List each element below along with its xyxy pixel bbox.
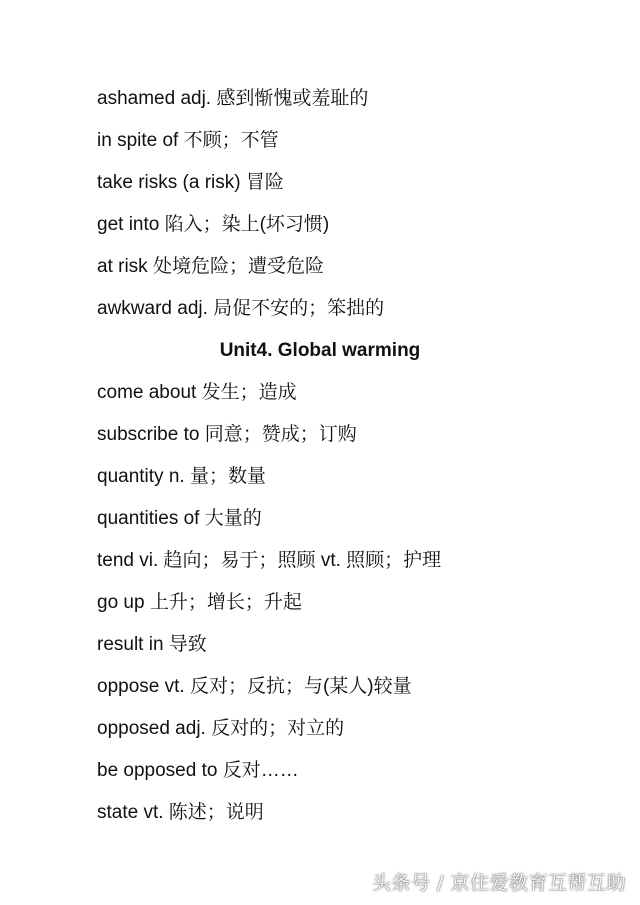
vocab-entry-quantity: quantity n. 量；数量 xyxy=(97,466,266,487)
vocab-entry-awkward: awkward adj. 局促不安的；笨拙的 xyxy=(97,298,385,319)
vocab-entry-go-up: go up 上升；增长；升起 xyxy=(97,592,302,613)
vocab-entry-be-opposed-to: be opposed to 反对…… xyxy=(97,760,299,781)
vocab-entry-get-into: get into 陷入；染上(坏习惯) xyxy=(97,214,330,235)
vocab-entry-in-spite-of: in spite of 不顾；不管 xyxy=(97,130,279,151)
vocab-entry-ashamed: ashamed adj. 感到惭愧或羞耻的 xyxy=(97,88,369,109)
watermark-text: 头条号 / 京住爱教育互帮互助 xyxy=(372,872,626,894)
vocab-entry-result-in: result in 导致 xyxy=(97,634,207,655)
vocab-entry-quantities-of: quantities of 大量的 xyxy=(97,508,262,529)
vocab-entry-subscribe-to: subscribe to 同意；赞成；订购 xyxy=(97,424,357,445)
vocab-entry-tend: tend vi. 趋向；易于；照顾 vt. 照顾；护理 xyxy=(97,550,442,571)
vocab-entry-take-risks: take risks (a risk) 冒险 xyxy=(97,172,284,193)
vocab-entry-at-risk: at risk 处境危险；遭受危险 xyxy=(97,256,324,277)
vocab-entry-state: state vt. 陈述；说明 xyxy=(97,802,264,823)
vocab-entry-come-about: come about 发生；造成 xyxy=(97,382,297,403)
vocabulary-list xyxy=(97,82,617,838)
unit-heading: Unit4. Global warming xyxy=(219,340,421,361)
vocab-entry-oppose: oppose vt. 反对；反抗；与(某人)较量 xyxy=(97,676,412,697)
vocab-entry-opposed: opposed adj. 反对的；对立的 xyxy=(97,718,345,739)
